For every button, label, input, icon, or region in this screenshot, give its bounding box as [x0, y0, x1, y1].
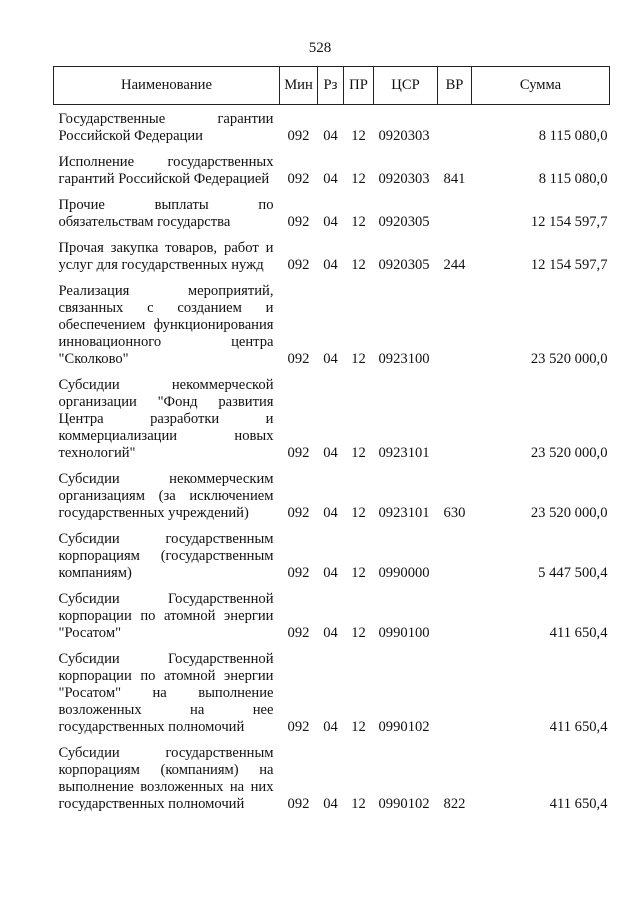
header-vr: ВР	[438, 67, 472, 105]
row-min: 092	[287, 719, 310, 735]
row-min: 092	[287, 505, 310, 521]
row-vr	[438, 645, 472, 739]
row-min: 092	[287, 128, 310, 144]
row-name: Субсидии Государственной корпорации по атомной энергии "Росатом" на выполнение возложенных на нее государственных полномочий	[58, 651, 274, 735]
row-csr: 0920305	[378, 214, 430, 230]
page-number: 528	[308, 40, 332, 56]
table-row	[54, 234, 610, 277]
row-sum: 411 650,4	[549, 719, 608, 735]
header-min: Мин	[280, 67, 318, 105]
table-header-row	[54, 67, 610, 105]
row-rz: 04	[323, 625, 338, 641]
row-name: Субсидии некоммерческим организациям (за исключением государственных учреждений)	[58, 471, 274, 521]
row-name: Субсидии государственным корпорациям (компаниям) на выполнение возложенных на них государственных полномочий	[58, 745, 274, 812]
table-row	[54, 525, 610, 585]
row-csr: 0990102	[378, 796, 430, 812]
row-sum: 23 520 000,0	[530, 445, 608, 461]
row-min: 092	[287, 625, 310, 641]
row-csr: 0990000	[378, 565, 430, 581]
header-rz: Рз	[318, 67, 344, 105]
row-pr: 12	[351, 257, 366, 273]
table-body	[54, 105, 610, 817]
row-csr: 0920305	[378, 257, 430, 273]
row-vr	[438, 277, 472, 371]
row-rz: 04	[323, 565, 338, 581]
row-csr: 0923101	[378, 505, 430, 521]
row-rz: 04	[323, 719, 338, 735]
row-pr: 12	[351, 171, 366, 187]
row-rz: 04	[323, 796, 338, 812]
row-csr: 0920303	[378, 171, 430, 187]
row-sum: 5 447 500,4	[538, 565, 608, 581]
row-name: Субсидии некоммерческой организации "Фонд развития Центра разработки и коммерциализации новых технологий"	[58, 377, 274, 461]
table-row	[54, 148, 610, 191]
row-sum: 23 520 000,0	[530, 351, 608, 367]
row-pr: 12	[351, 128, 366, 144]
row-pr: 12	[351, 445, 366, 461]
row-sum: 411 650,4	[549, 625, 608, 641]
row-name: Прочая закупка товаров, работ и услуг для государственных нужд	[58, 240, 274, 273]
row-vr: 630	[443, 505, 466, 521]
row-vr	[438, 371, 472, 465]
row-sum: 8 115 080,0	[538, 128, 608, 144]
row-pr: 12	[351, 719, 366, 735]
row-sum: 23 520 000,0	[530, 505, 608, 521]
row-name: Прочие выплаты по обязательствам государства	[58, 197, 274, 230]
row-sum: 12 154 597,7	[530, 214, 608, 230]
table-row	[54, 645, 610, 739]
row-vr	[438, 585, 472, 645]
row-rz: 04	[323, 351, 338, 367]
row-rz: 04	[323, 128, 338, 144]
row-sum: 12 154 597,7	[530, 257, 608, 273]
row-vr	[438, 105, 472, 149]
row-rz: 04	[323, 257, 338, 273]
row-vr: 841	[443, 171, 466, 187]
table-row	[54, 739, 610, 816]
row-name: Субсидии государственным корпорациям (государственным компаниям)	[58, 531, 274, 581]
budget-table	[53, 66, 610, 816]
row-rz: 04	[323, 505, 338, 521]
row-min: 092	[287, 257, 310, 273]
row-sum: 8 115 080,0	[538, 171, 608, 187]
row-vr: 822	[443, 796, 466, 812]
table-row	[54, 105, 610, 149]
row-min: 092	[287, 445, 310, 461]
header-sum: Сумма	[472, 67, 610, 105]
row-min: 092	[287, 565, 310, 581]
row-vr	[438, 191, 472, 234]
row-rz: 04	[323, 171, 338, 187]
row-pr: 12	[351, 351, 366, 367]
row-min: 092	[287, 171, 310, 187]
header-pr: ПР	[344, 67, 374, 105]
row-name: Субсидии Государственной корпорации по атомной энергии "Росатом"	[58, 591, 274, 641]
header-csr: ЦСР	[374, 67, 438, 105]
row-vr: 244	[443, 257, 466, 273]
row-sum: 411 650,4	[549, 796, 608, 812]
row-pr: 12	[351, 214, 366, 230]
table-row	[54, 465, 610, 525]
row-pr: 12	[351, 505, 366, 521]
row-csr: 0923101	[378, 445, 430, 461]
row-name: Реализация мероприятий, связанных с созданием и обеспечением функционирования инновационного центра "Сколково"	[58, 283, 274, 367]
row-name: Государственные гарантии Российской Федерации	[58, 111, 274, 144]
row-rz: 04	[323, 445, 338, 461]
table-row	[54, 585, 610, 645]
row-csr: 0920303	[378, 128, 430, 144]
header-name: Наименование	[54, 67, 280, 105]
row-min: 092	[287, 214, 310, 230]
table-row	[54, 191, 610, 234]
row-min: 092	[287, 796, 310, 812]
row-min: 092	[287, 351, 310, 367]
row-name: Исполнение государственных гарантий Российской Федерацией	[58, 154, 274, 187]
row-csr: 0923100	[378, 351, 430, 367]
row-rz: 04	[323, 214, 338, 230]
table-row	[54, 277, 610, 371]
table-row	[54, 371, 610, 465]
row-csr: 0990100	[378, 625, 430, 641]
row-pr: 12	[351, 625, 366, 641]
row-csr: 0990102	[378, 719, 430, 735]
row-vr	[438, 525, 472, 585]
row-pr: 12	[351, 565, 366, 581]
row-pr: 12	[351, 796, 366, 812]
